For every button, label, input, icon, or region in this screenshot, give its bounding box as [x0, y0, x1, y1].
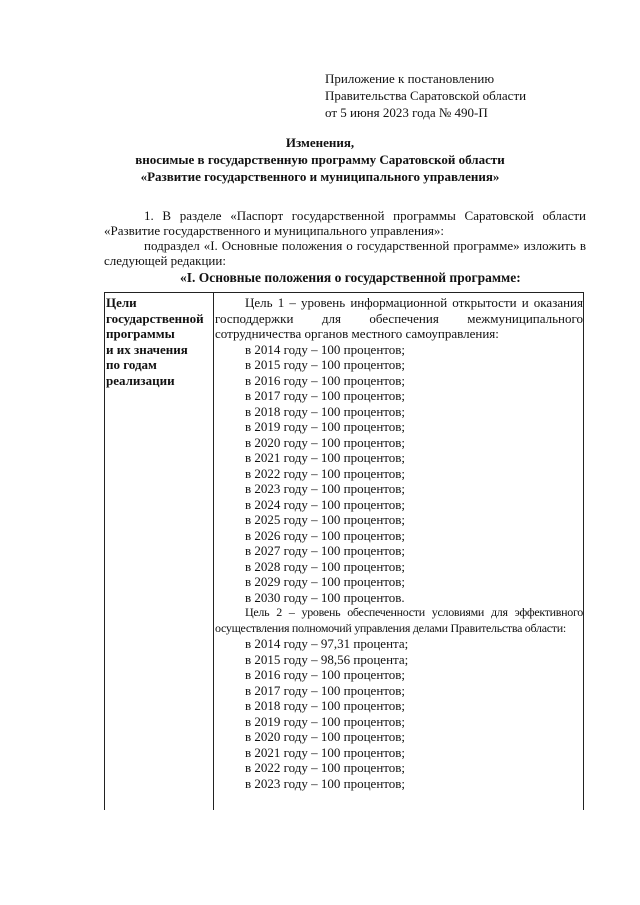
- year-value: в 2021 году – 100 процентов;: [245, 744, 406, 760]
- year-value: в 2015 году – 98,56 процента;: [245, 651, 409, 667]
- year-value: в 2014 году – 100 процентов;: [245, 341, 406, 357]
- year-value: в 2017 году – 100 процентов;: [245, 388, 406, 403]
- approval-block: [325, 70, 526, 121]
- year-value: в 2025 году – 100 процентов;: [245, 512, 406, 527]
- year-value: в 2020 году – 100 процентов;: [245, 434, 406, 450]
- year-value: в 2019 году – 100 процентов;: [245, 419, 406, 434]
- section-subheading: «I. Основные положения о государственной программе:: [180, 270, 521, 285]
- approval-line-3: от 5 июня 2023 года № 490-П: [325, 105, 488, 120]
- intro-section: [104, 208, 586, 285]
- goals-table: [104, 292, 584, 810]
- title-line-3: «Развитие государственного и муниципального управления»: [140, 169, 500, 184]
- year-value: в 2026 году – 100 процентов;: [245, 527, 406, 543]
- year-value: в 2022 году – 100 процентов;: [245, 465, 406, 481]
- year-value: в 2023 году – 100 процентов;: [245, 775, 406, 791]
- year-value: в 2023 году – 100 процентов;: [245, 481, 406, 496]
- goals-label-cell: [106, 295, 211, 388]
- column-divider: [213, 293, 214, 810]
- approval-line-1: Приложение к постановлению: [325, 71, 495, 86]
- label-line: реализации: [106, 372, 175, 388]
- year-value: в 2018 году – 100 процентов;: [245, 403, 406, 419]
- label-line: программы: [106, 326, 175, 341]
- label-line: и их значения: [106, 341, 188, 357]
- year-value: в 2018 году – 100 процентов;: [245, 698, 406, 713]
- year-value: в 2015 году – 100 процентов;: [245, 357, 406, 372]
- document-title: [120, 134, 520, 185]
- year-value: в 2024 году – 100 процентов;: [245, 496, 406, 512]
- year-value: в 2017 году – 100 процентов;: [245, 682, 406, 698]
- year-value: в 2027 году – 100 процентов;: [245, 543, 406, 558]
- year-value: в 2028 году – 100 процентов;: [245, 558, 406, 574]
- year-value: в 2021 году – 100 процентов;: [245, 450, 406, 465]
- year-value: в 2016 году – 100 процентов;: [245, 667, 406, 682]
- goals-values-cell: [215, 295, 583, 791]
- year-value: в 2030 году – 100 процентов.: [245, 589, 405, 605]
- year-value: в 2019 году – 100 процентов;: [245, 713, 406, 729]
- year-value: в 2014 году – 97,31 процента;: [245, 636, 409, 651]
- year-value: в 2016 году – 100 процентов;: [245, 372, 406, 388]
- label-line: Цели: [106, 295, 137, 310]
- goal-2-text: Цель 2 – уровень обеспеченности условиями для эффективного осуществления полномочий управления делами Правительства области:: [215, 605, 583, 635]
- goal-2-years: [215, 636, 583, 791]
- year-value: в 2020 году – 100 процентов;: [245, 729, 406, 744]
- label-line: государственной: [106, 310, 204, 326]
- goal-1-text: Цель 1 – уровень информационной открытости и оказания господдержки для обеспечения межмуниципального сотрудничества органов местного самоуправления:: [215, 295, 583, 341]
- title-line-1: Изменения,: [285, 135, 355, 150]
- label-line: по годам: [106, 357, 157, 372]
- goal-1-years: [215, 342, 583, 606]
- title-line-2: вносимые в государственную программу Саратовской области: [135, 152, 505, 167]
- intro-paragraph-1: 1. В разделе «Паспорт государственной программы Саратовской области «Развитие государственного и муниципального управления»:: [104, 208, 586, 238]
- intro-paragraph-2: подраздел «I. Основные положения о государственной программе» изложить в следующей редакции:: [104, 238, 586, 268]
- approval-line-2: Правительства Саратовской области: [325, 88, 527, 103]
- year-value: в 2029 году – 100 процентов;: [245, 574, 406, 589]
- year-value: в 2022 году – 100 процентов;: [245, 760, 406, 775]
